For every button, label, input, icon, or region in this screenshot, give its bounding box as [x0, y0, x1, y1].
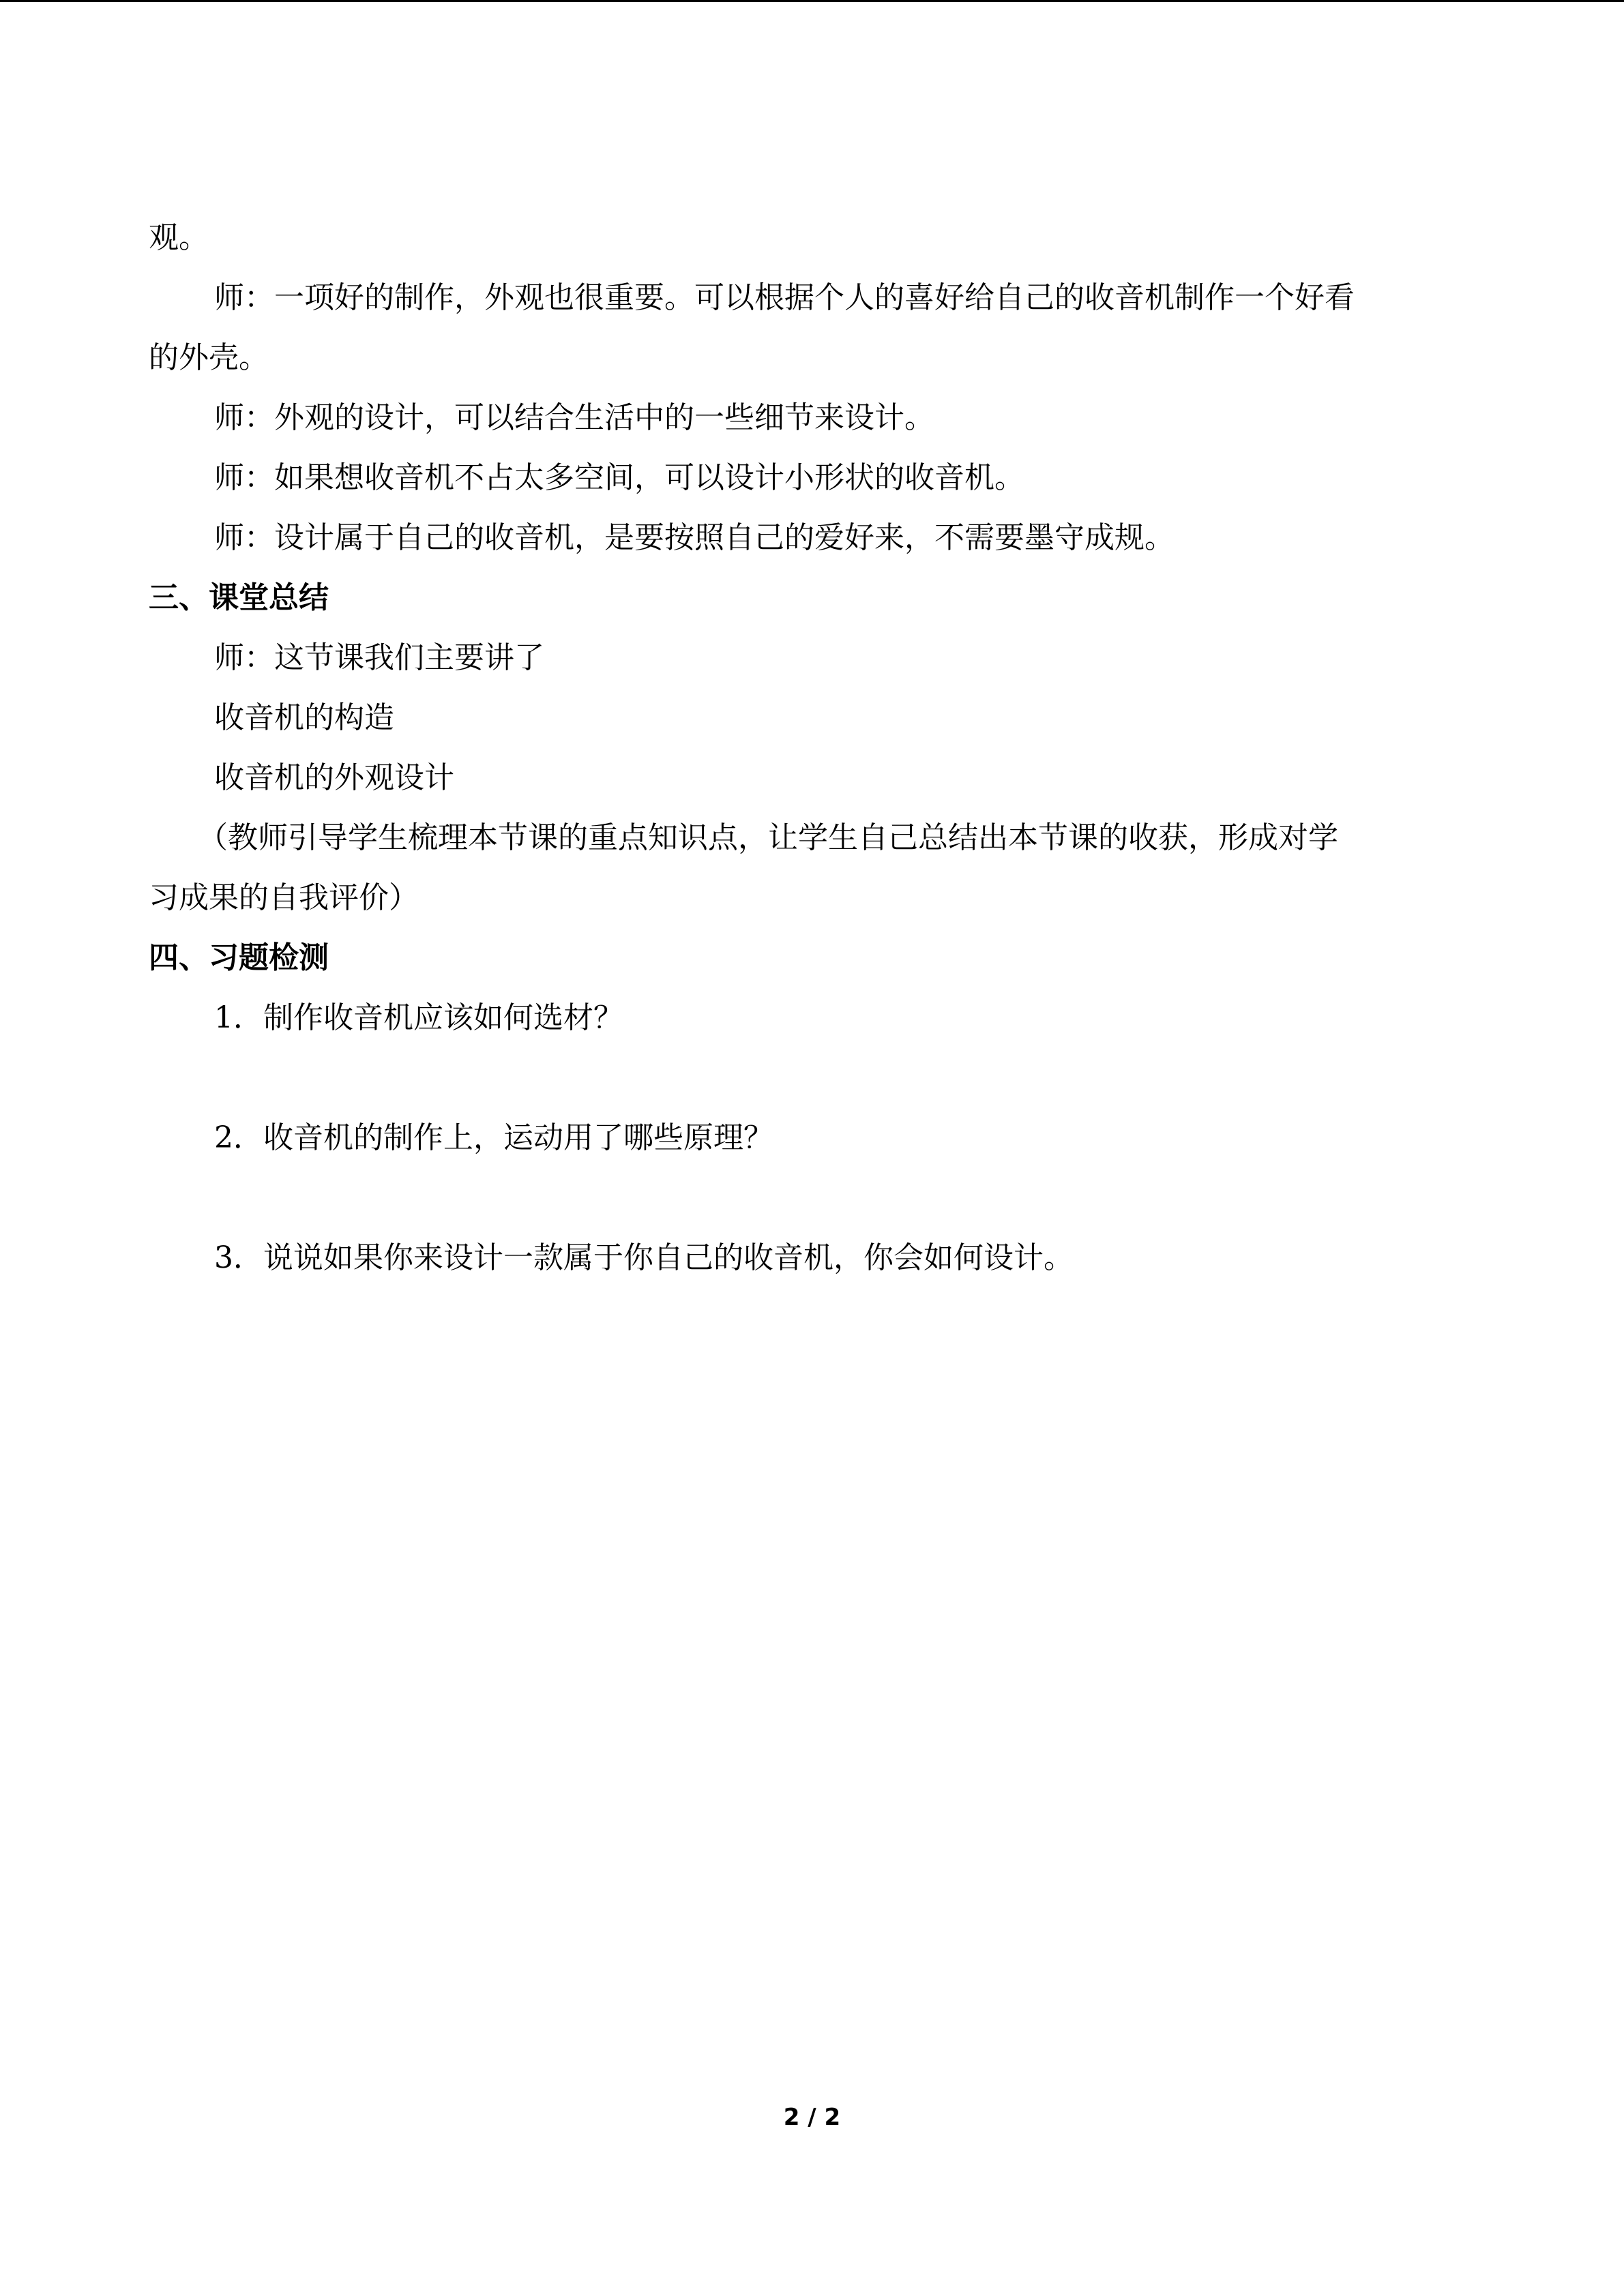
- text-line: 的外壳。: [149, 340, 269, 375]
- answer-space: [149, 1048, 1465, 1108]
- question-item: 1．制作收音机应该如何选材？: [214, 1000, 623, 1035]
- text-line: 师：这节课我们主要讲了: [214, 640, 544, 675]
- section-heading-exercises: 四、习题检测: [149, 940, 329, 975]
- question-item: 3．说说如果你来设计一款属于你自己的收音机，你会如何设计。: [214, 1240, 1074, 1275]
- section-heading-summary: 三、课堂总结: [149, 580, 329, 615]
- question-item: 2．收音机的制作上，运动用了哪些原理？: [214, 1120, 773, 1155]
- text-line: 习成果的自我评价）: [149, 880, 419, 915]
- text-line: 师：设计属于自己的收音机，是要按照自己的爱好来，不需要墨守成规。: [214, 520, 1175, 555]
- text-line: 师：如果想收音机不占太多空间，可以设计小形状的收音机。: [214, 460, 1024, 495]
- answer-space: [149, 1168, 1465, 1228]
- text-line: 师：一项好的制作，外观也很重要。可以根据个人的喜好给自己的收音机制作一个好看: [214, 280, 1355, 315]
- page-number: 2 / 2: [783, 2104, 841, 2131]
- document-body: [149, 208, 1465, 1288]
- text-line: （教师引导学生梳理本节课的重点知识点，让学生自己总结出本节课的收获，形成对学: [198, 820, 1338, 855]
- top-border-line: [0, 0, 1624, 2]
- text-line: 师：外观的设计，可以结合生活中的一些细节来设计。: [214, 400, 934, 435]
- text-line: 收音机的外观设计: [214, 760, 454, 795]
- text-line: 观。: [149, 220, 209, 255]
- text-line: 收音机的构造: [214, 700, 394, 735]
